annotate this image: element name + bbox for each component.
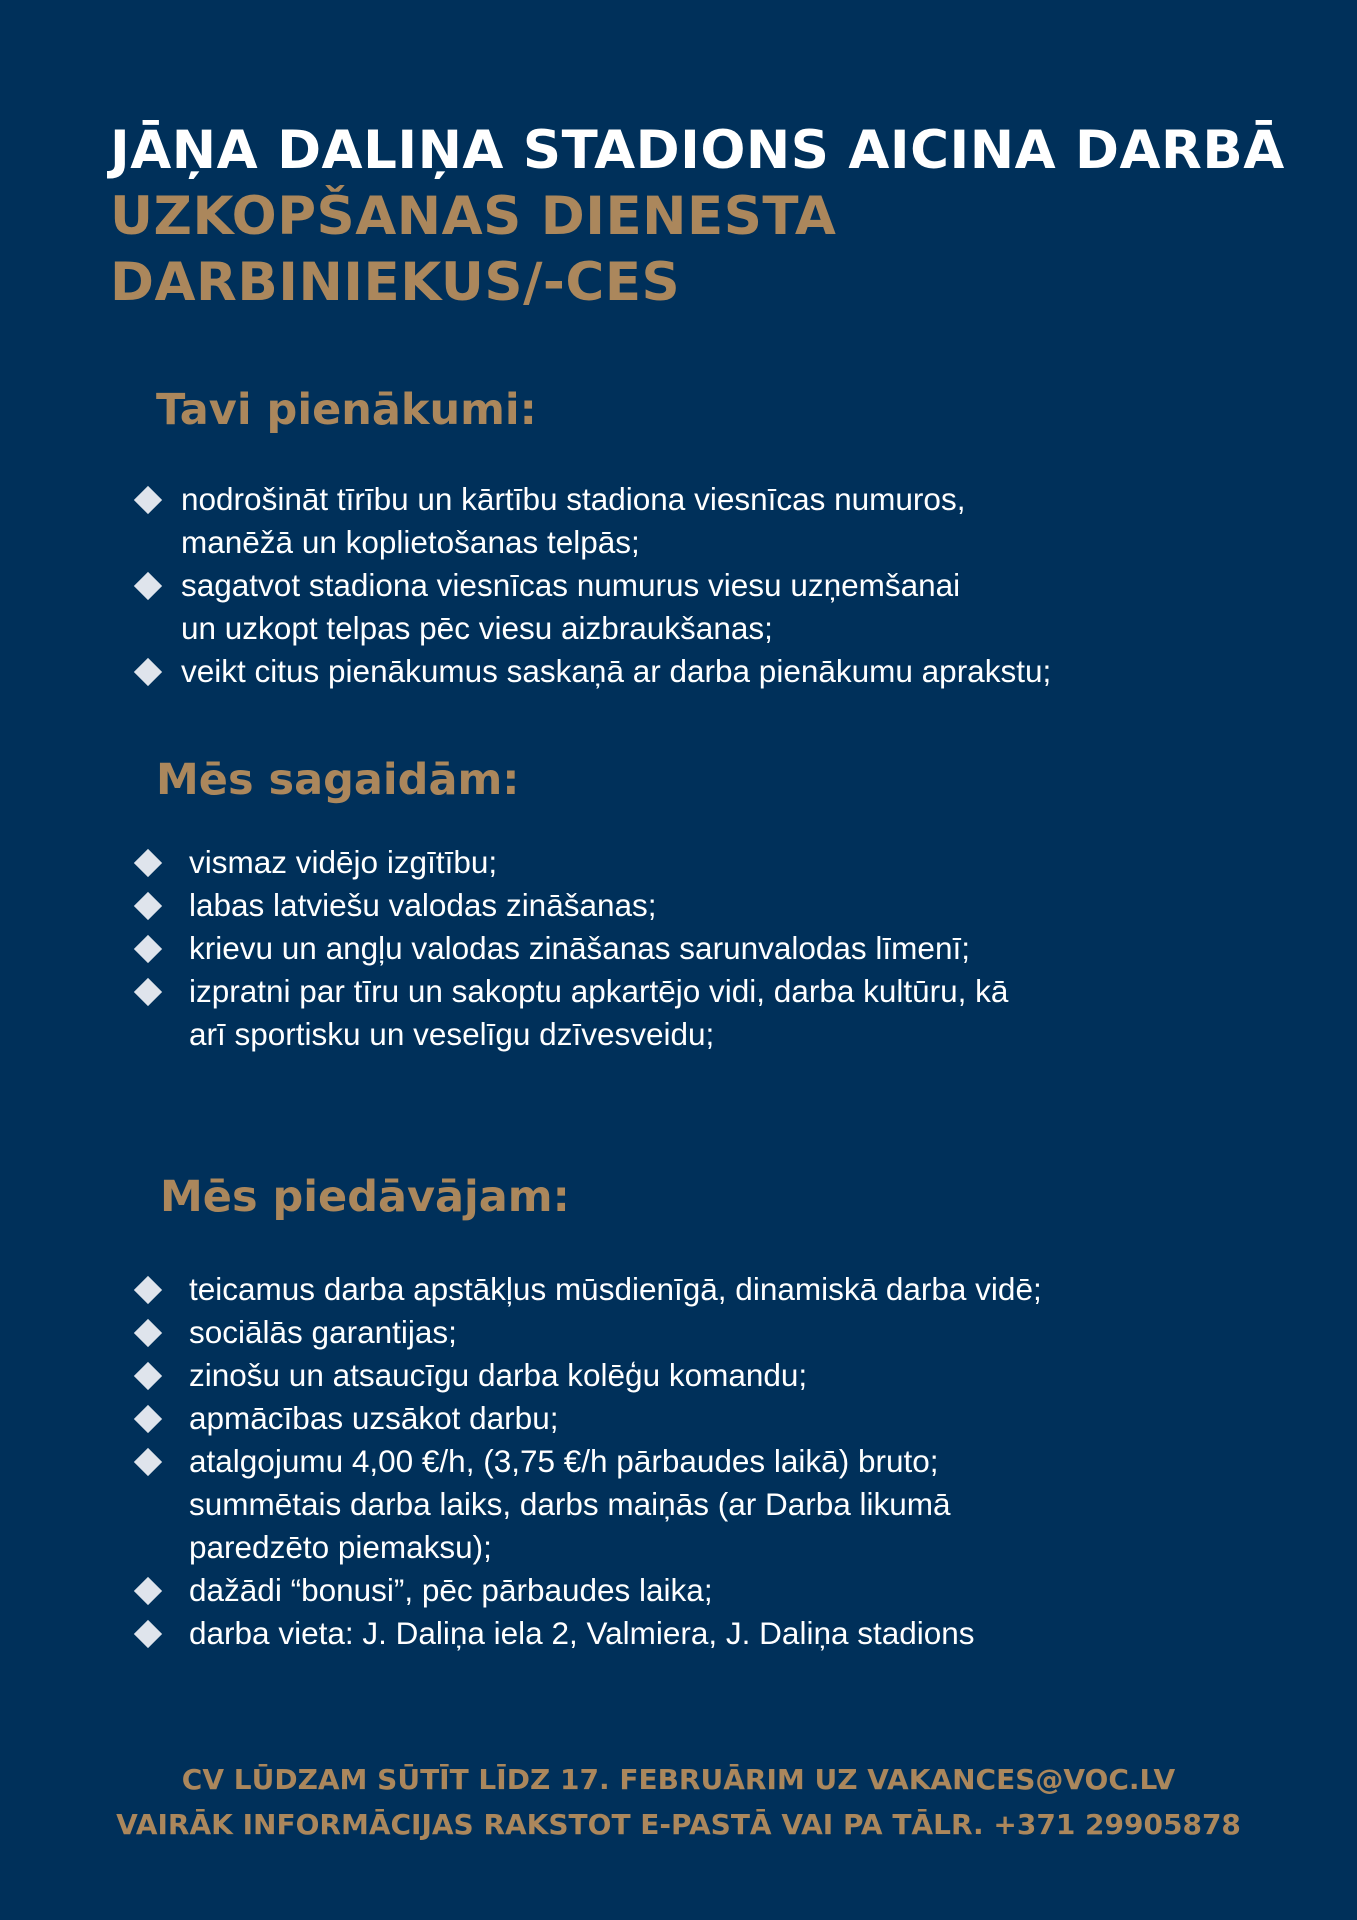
diamond-bullet-icon <box>134 935 162 963</box>
list-item <box>132 884 1332 927</box>
list-item-text: vismaz vidējo izgītību; <box>189 844 498 880</box>
list-item <box>132 1397 1332 1440</box>
list-item <box>132 970 1332 1056</box>
requirements-heading: Mēs sagaidām: <box>156 755 520 805</box>
diamond-bullet-icon <box>134 1577 162 1605</box>
list-item-text: nodrošināt tīrību un kārtību stadiona viesnīcas numuros, manēžā un koplietošanas telpās; <box>181 481 966 560</box>
list-item <box>132 1268 1332 1311</box>
list-item-text: zinošu un atsaucīgu darba kolēģu komandu; <box>189 1357 808 1393</box>
poster-header <box>110 118 1290 316</box>
duties-list <box>132 478 1332 693</box>
list-item <box>132 564 1332 650</box>
list-item-text: atalgojumu 4,00 €/h, (3,75 €/h pārbaudes laikā) bruto; summētais darba laiks, darbs maiņās (ar Darba likumā paredzēto piemaksu); <box>189 1443 951 1565</box>
diamond-bullet-icon <box>134 1319 162 1347</box>
list-item <box>132 650 1332 693</box>
diamond-bullet-icon <box>134 1620 162 1648</box>
diamond-bullet-icon <box>134 892 162 920</box>
diamond-bullet-icon <box>134 978 162 1006</box>
duties-heading: Tavi pienākumi: <box>156 385 537 435</box>
list-item <box>132 1311 1332 1354</box>
diamond-bullet-icon <box>134 1448 162 1476</box>
list-item <box>132 927 1332 970</box>
contact-info-text: VAIRĀK INFORMĀCIJAS RAKSTOT E-PASTĀ VAI PA TĀLR. +371 29905878 <box>116 1808 1241 1841</box>
diamond-bullet-icon <box>134 1405 162 1433</box>
list-item-text: veikt citus pienākumus saskaņā ar darba pienākumu aprakstu; <box>181 653 1052 689</box>
contact-footer <box>0 1757 1357 1847</box>
diamond-bullet-icon <box>134 1276 162 1304</box>
list-item <box>132 1569 1332 1612</box>
list-item-text: krievu un angļu valodas zināšanas sarunvalodas līmenī; <box>189 930 970 966</box>
diamond-bullet-icon <box>134 658 162 686</box>
position-title-line-1: UZKOPŠANAS DIENESTA <box>110 186 837 247</box>
cv-deadline-text: CV LŪDZAM SŪTĪT LĪDZ 17. FEBRUĀRIM UZ VAKANCES@VOC.LV <box>181 1763 1176 1796</box>
position-title-line-2: DARBINIEKUS/-CES <box>110 252 681 313</box>
list-item <box>132 478 1332 564</box>
diamond-bullet-icon <box>134 1362 162 1390</box>
offer-list <box>132 1268 1332 1655</box>
list-item <box>132 1440 1332 1569</box>
list-item-text: sagatvot stadiona viesnīcas numurus viesu uzņemšanai un uzkopt telpas pēc viesu aizbraukšanas; <box>181 567 961 646</box>
offer-heading: Mēs piedāvājam: <box>160 1172 570 1222</box>
diamond-bullet-icon <box>134 849 162 877</box>
page-title: JĀŅA DALIŅA STADIONS AICINA DARBĀ <box>110 120 1285 181</box>
list-item-text: teicamus darba apstākļus mūsdienīgā, dinamiskā darba vidē; <box>189 1271 1042 1307</box>
list-item-text: dažādi “bonusi”, pēc pārbaudes laika; <box>189 1572 713 1608</box>
diamond-bullet-icon <box>134 486 162 514</box>
list-item-text: darba vieta: J. Daliņa iela 2, Valmiera, J. Daliņa stadions <box>189 1615 975 1651</box>
diamond-bullet-icon <box>134 572 162 600</box>
list-item <box>132 1612 1332 1655</box>
list-item-text: apmācības uzsākot darbu; <box>189 1400 559 1436</box>
list-item <box>132 1354 1332 1397</box>
list-item <box>132 841 1332 884</box>
list-item-text: izpratni par tīru un sakoptu apkartējo vidi, darba kultūru, kā arī sportisku un veselīgu dzīvesveidu; <box>189 973 1009 1052</box>
list-item-text: labas latviešu valodas zināšanas; <box>189 887 657 923</box>
requirements-list <box>132 841 1332 1056</box>
list-item-text: sociālās garantijas; <box>189 1314 457 1350</box>
